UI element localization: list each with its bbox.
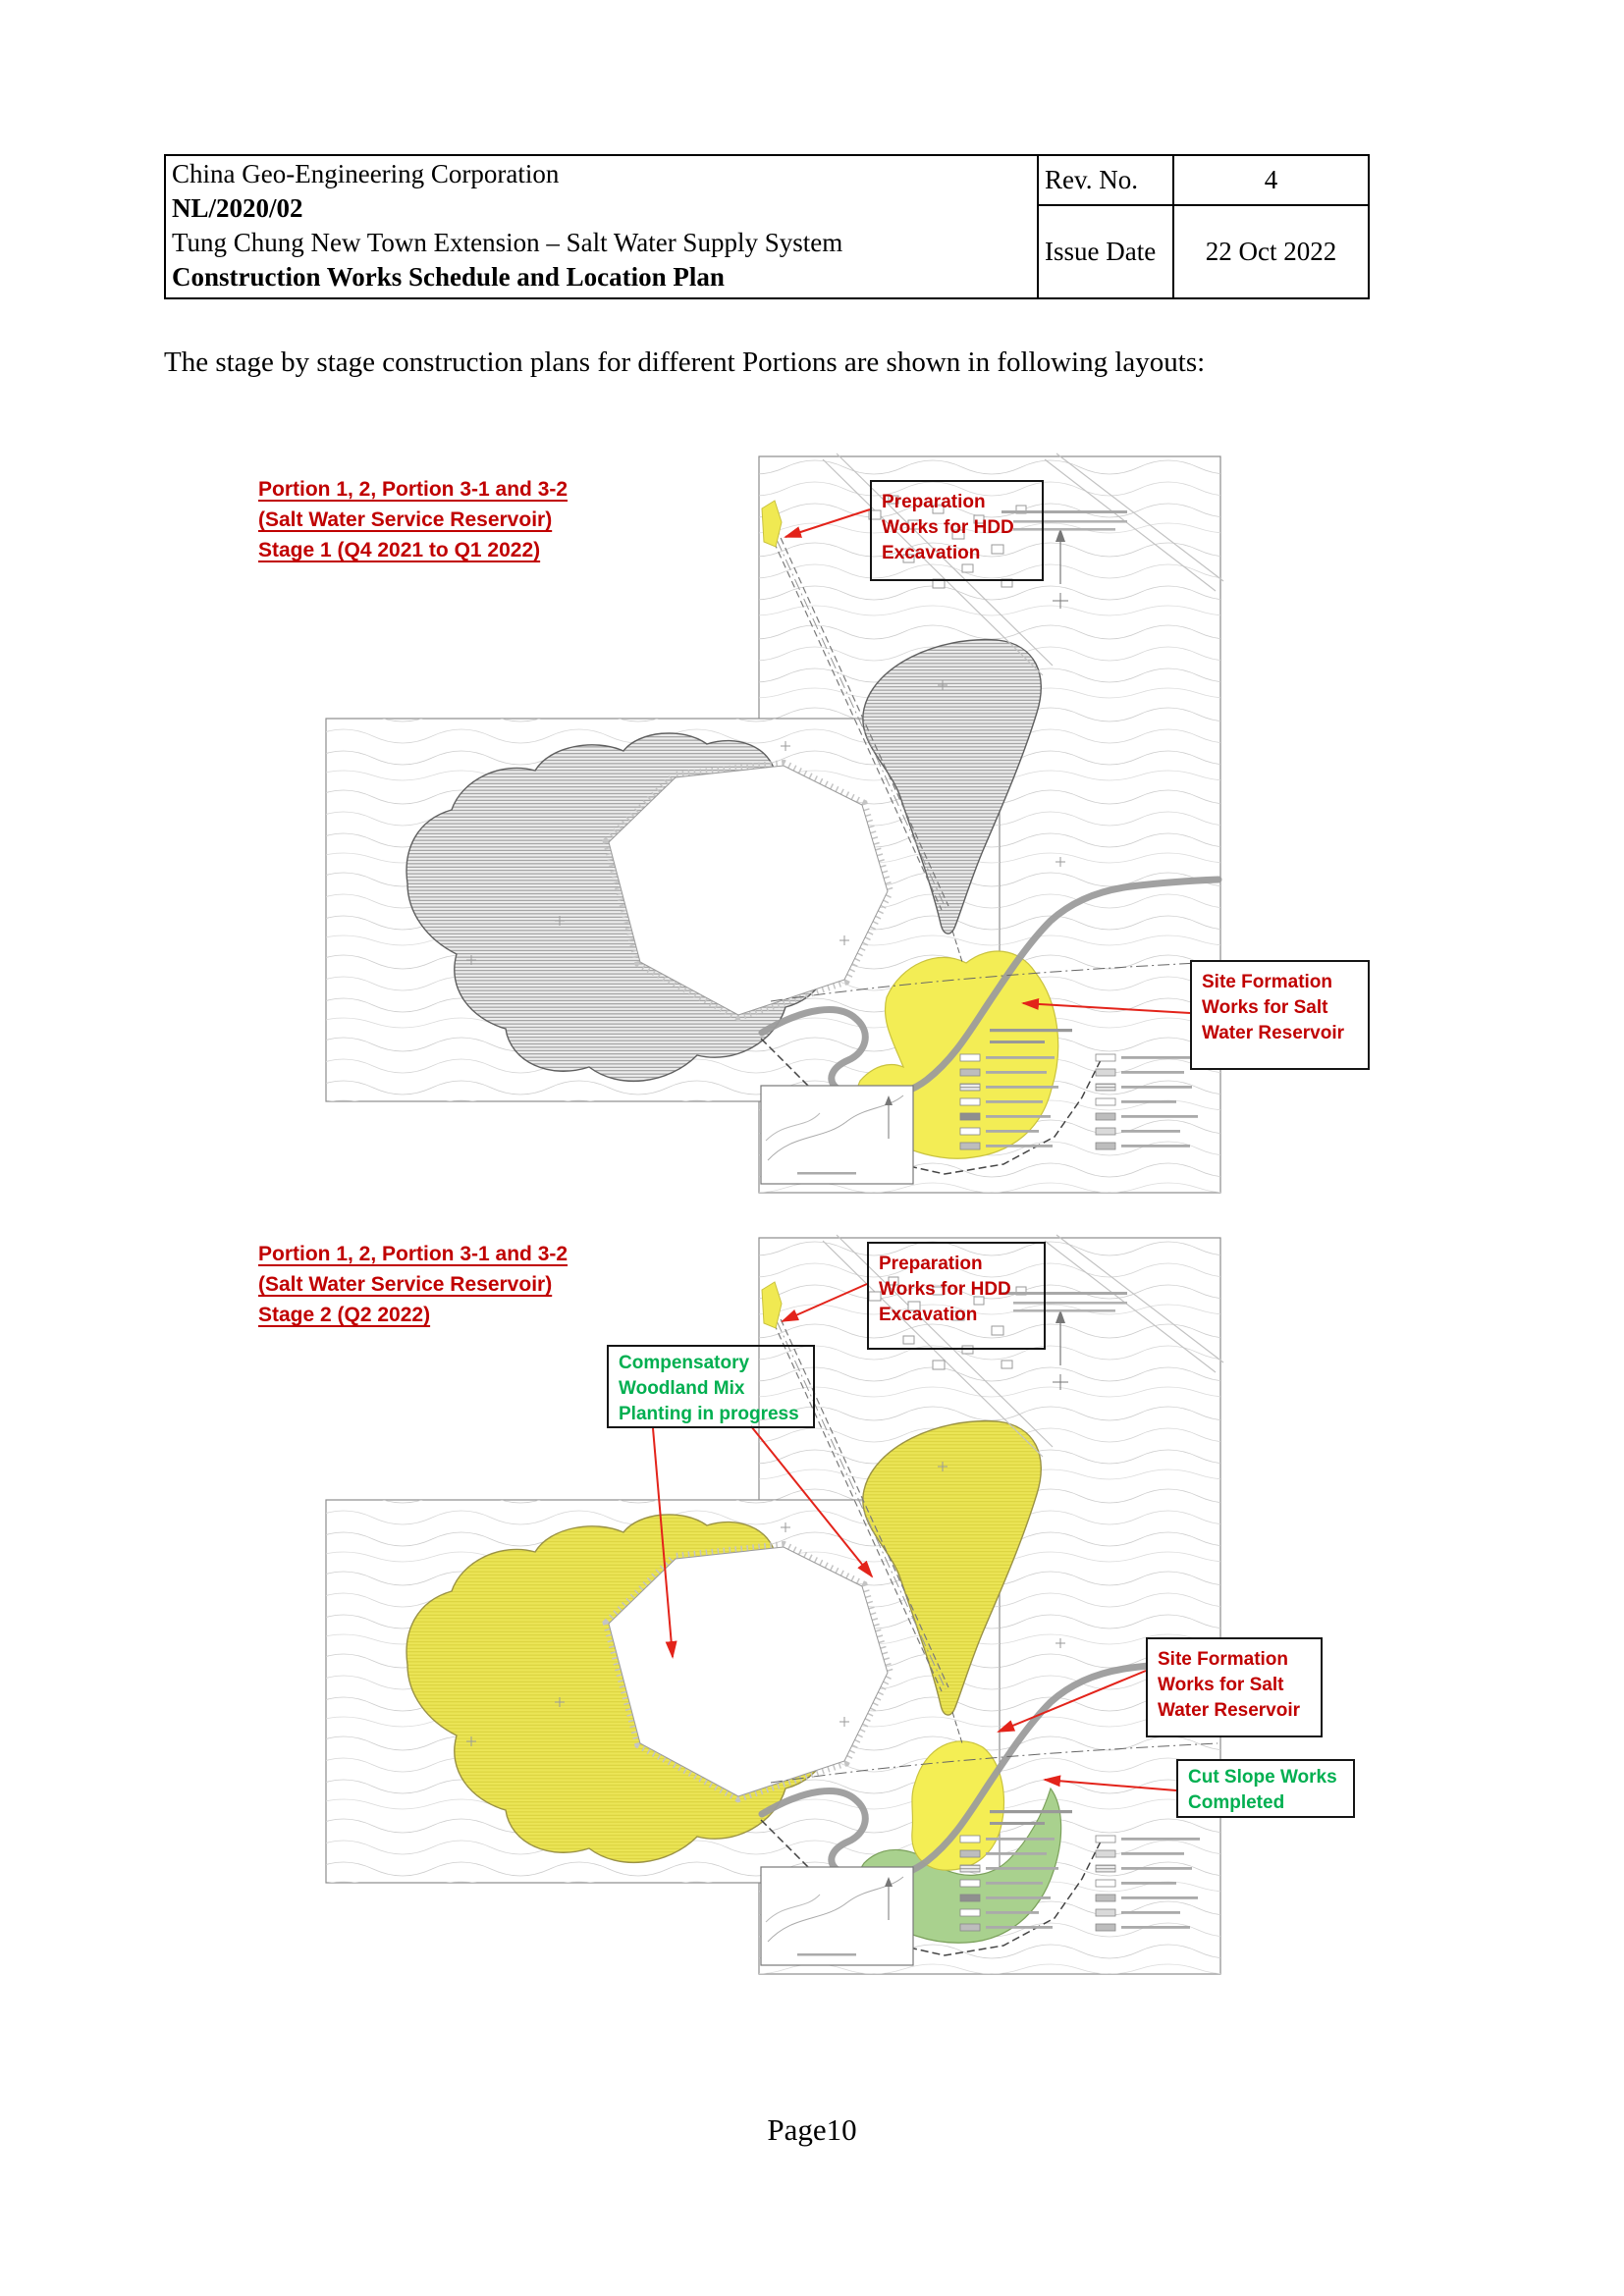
header-left-cell <box>166 156 1037 297</box>
stage2-annotation-preparation-works: Preparation Works for HDD Excavation <box>867 1242 1046 1350</box>
stage1-annotation-site-formation: Site Formation Works for Salt Water Reservoir <box>1190 960 1370 1070</box>
rev-no-value: 4 <box>1172 156 1368 206</box>
intro-paragraph: The stage by stage construction plans for different Portions are shown in following layouts: <box>164 347 1206 378</box>
page-number: Page10 <box>767 2112 857 2147</box>
stage1-annotation-preparation-works: Preparation Works for HDD Excavation <box>870 480 1044 581</box>
rev-no-label: Rev. No. <box>1037 156 1172 206</box>
stage2-title-line2: (Salt Water Service Reservoir) <box>258 1273 553 1296</box>
project-title: Tung Chung New Town Extension – Salt Water Supply System <box>172 228 843 257</box>
stage2-annotation-compensatory-woodland: Compensatory Woodland Mix Planting in progress <box>607 1345 815 1428</box>
stage2-annotation-cut-slope: Cut Slope Works Completed <box>1176 1759 1355 1818</box>
issue-date-value: 22 Oct 2022 <box>1172 206 1368 297</box>
stage1-title <box>258 474 612 565</box>
header-table <box>164 154 1370 299</box>
stage1-title-line1: Portion 1, 2, Portion 3-1 and 3-2 <box>258 478 568 501</box>
stage2-annotation-site-formation: Site Formation Works for Salt Water Reservoir <box>1146 1637 1323 1737</box>
contract-number: NL/2020/02 <box>172 193 303 223</box>
stage2-title-line3: Stage 2 (Q2 2022) <box>258 1304 431 1326</box>
stage2-title-line1: Portion 1, 2, Portion 3-1 and 3-2 <box>258 1243 568 1265</box>
issue-date-label: Issue Date <box>1037 206 1172 297</box>
company-name: China Geo-Engineering Corporation <box>172 159 560 188</box>
stage1-title-line3: Stage 1 (Q4 2021 to Q1 2022) <box>258 539 541 561</box>
stage2-title <box>258 1239 612 1330</box>
document-title: Construction Works Schedule and Location Plan <box>172 262 725 292</box>
stage1-title-line2: (Salt Water Service Reservoir) <box>258 508 553 531</box>
